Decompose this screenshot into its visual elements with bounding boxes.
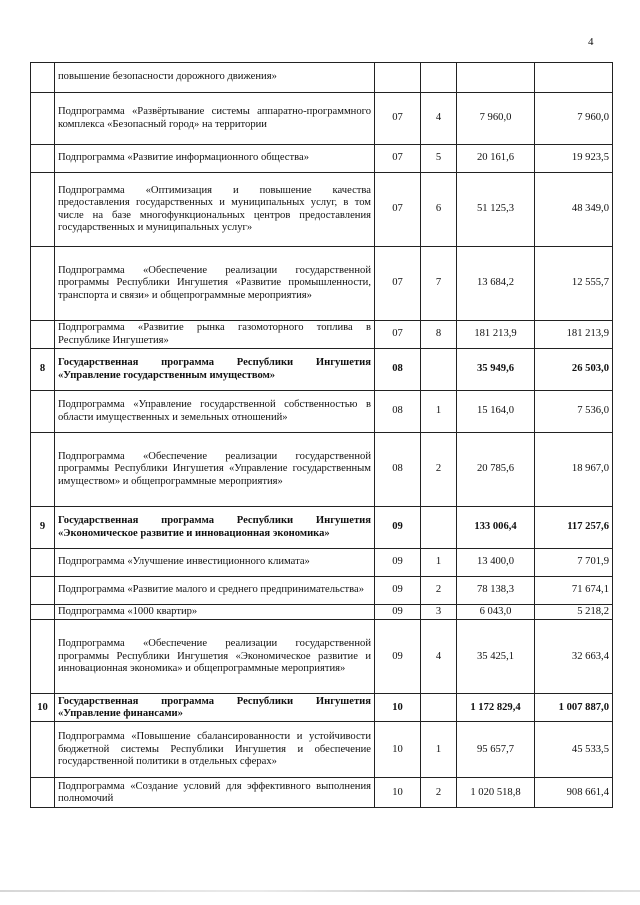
table-row <box>31 63 613 93</box>
program-code-cell: 08 <box>375 349 421 391</box>
amount-planned-cell: 133 006,4 <box>457 507 535 549</box>
program-name-cell: Подпрограмма «Создание условий для эффективного выполнения полномочий <box>55 778 375 808</box>
program-code-cell: 10 <box>375 694 421 722</box>
amount-actual-cell: 26 503,0 <box>535 349 613 391</box>
subprogram-code-cell <box>421 63 457 93</box>
program-code-cell <box>375 63 421 93</box>
amount-actual-cell: 18 967,0 <box>535 433 613 507</box>
program-code-cell: 09 <box>375 577 421 605</box>
amount-planned-cell <box>457 63 535 93</box>
amount-planned-cell: 6 043,0 <box>457 605 535 620</box>
program-name-cell: Государственная программа Республики Ингушетия «Управление финансами» <box>55 694 375 722</box>
program-name-cell: Подпрограмма «Развитие рынка газомоторного топлива в Республике Ингушетия» <box>55 321 375 349</box>
row-number-cell <box>31 93 55 145</box>
budget-table <box>30 62 613 808</box>
program-code-cell: 10 <box>375 722 421 778</box>
program-code-cell: 09 <box>375 605 421 620</box>
amount-planned-cell: 13 684,2 <box>457 247 535 321</box>
table-row <box>31 722 613 778</box>
amount-planned-cell: 78 138,3 <box>457 577 535 605</box>
program-name-cell: Государственная программа Республики Ингушетия «Экономическое развитие и инновационная экономика» <box>55 507 375 549</box>
subprogram-code-cell: 6 <box>421 173 457 247</box>
program-code-cell: 07 <box>375 93 421 145</box>
program-name-cell: Подпрограмма «Развитие малого и среднего предпринимательства» <box>55 577 375 605</box>
program-code-cell: 07 <box>375 247 421 321</box>
amount-actual-cell <box>535 63 613 93</box>
row-number-cell <box>31 433 55 507</box>
program-name-cell: Подпрограмма «Обеспечение реализации государственной программы Республики Ингушетия «Экономическое развитие и инновационная экономика» и общепрограммные мероприятия» <box>55 620 375 694</box>
program-name-cell: Подпрограмма «Обеспечение реализации государственной программы Республики Ингушетия «Развитие промышленности, транспорта и связи» и общепрограммные мероприятия» <box>55 247 375 321</box>
row-number-cell: 9 <box>31 507 55 549</box>
table-row <box>31 321 613 349</box>
amount-planned-cell: 95 657,7 <box>457 722 535 778</box>
program-name-cell: Государственная программа Республики Ингушетия «Управление государственным имуществом» <box>55 349 375 391</box>
table-row <box>31 778 613 808</box>
table-row <box>31 391 613 433</box>
subprogram-code-cell: 2 <box>421 433 457 507</box>
row-number-cell <box>31 722 55 778</box>
amount-actual-cell: 45 533,5 <box>535 722 613 778</box>
subprogram-code-cell: 1 <box>421 722 457 778</box>
row-number-cell <box>31 605 55 620</box>
amount-planned-cell: 35 425,1 <box>457 620 535 694</box>
amount-planned-cell: 35 949,6 <box>457 349 535 391</box>
program-name-cell: Подпрограмма «Развёртывание системы аппаратно-программного комплекса «Безопасный город» на территории <box>55 93 375 145</box>
amount-actual-cell: 7 701,9 <box>535 549 613 577</box>
subprogram-code-cell: 4 <box>421 620 457 694</box>
table-row <box>31 549 613 577</box>
program-code-cell: 07 <box>375 173 421 247</box>
program-code-cell: 09 <box>375 507 421 549</box>
row-number-cell <box>31 145 55 173</box>
subprogram-code-cell: 2 <box>421 778 457 808</box>
subprogram-code-cell: 1 <box>421 391 457 433</box>
amount-planned-cell: 13 400,0 <box>457 549 535 577</box>
row-number-cell <box>31 63 55 93</box>
table-row <box>31 433 613 507</box>
subprogram-code-cell: 5 <box>421 145 457 173</box>
amount-actual-cell: 908 661,4 <box>535 778 613 808</box>
program-name-cell: Подпрограмма «1000 квартир» <box>55 605 375 620</box>
table-row <box>31 507 613 549</box>
program-name-cell: Подпрограмма «Улучшение инвестиционного климата» <box>55 549 375 577</box>
row-number-cell <box>31 247 55 321</box>
program-name-cell: Подпрограмма «Обеспечение реализации государственной программы Республики Ингушетия «Управление государственным имуществом» и общепрограммные мероприятия» <box>55 433 375 507</box>
table-row <box>31 620 613 694</box>
program-code-cell: 07 <box>375 145 421 173</box>
amount-planned-cell: 7 960,0 <box>457 93 535 145</box>
table-row <box>31 577 613 605</box>
program-name-cell: Подпрограмма «Развитие информационного общества» <box>55 145 375 173</box>
amount-actual-cell: 19 923,5 <box>535 145 613 173</box>
amount-planned-cell: 1 020 518,8 <box>457 778 535 808</box>
table-row <box>31 145 613 173</box>
amount-actual-cell: 12 555,7 <box>535 247 613 321</box>
amount-planned-cell: 1 172 829,4 <box>457 694 535 722</box>
subprogram-code-cell <box>421 694 457 722</box>
amount-actual-cell: 5 218,2 <box>535 605 613 620</box>
program-name-cell: Подпрограмма «Управление государственной собственностью в области имущественных и земельных отношений» <box>55 391 375 433</box>
amount-actual-cell: 181 213,9 <box>535 321 613 349</box>
subprogram-code-cell: 1 <box>421 549 457 577</box>
subprogram-code-cell <box>421 507 457 549</box>
amount-planned-cell: 181 213,9 <box>457 321 535 349</box>
row-number-cell <box>31 173 55 247</box>
table-row <box>31 349 613 391</box>
amount-actual-cell: 117 257,6 <box>535 507 613 549</box>
subprogram-code-cell: 8 <box>421 321 457 349</box>
subprogram-code-cell <box>421 349 457 391</box>
amount-planned-cell: 15 164,0 <box>457 391 535 433</box>
row-number-cell <box>31 549 55 577</box>
amount-actual-cell: 7 960,0 <box>535 93 613 145</box>
amount-actual-cell: 1 007 887,0 <box>535 694 613 722</box>
table-row <box>31 173 613 247</box>
program-name-cell: Подпрограмма «Повышение сбалансированности и устойчивости бюджетной системы Республики Ингушетия и обеспечение государственной политики в отдельных сферах» <box>55 722 375 778</box>
row-number-cell <box>31 321 55 349</box>
subprogram-code-cell: 4 <box>421 93 457 145</box>
program-code-cell: 07 <box>375 321 421 349</box>
program-name-cell: Подпрограмма «Оптимизация и повышение качества предоставления государственных и муниципальных услуг, в том числе на базе многофункциональных центров предоставления государственных и муниципальных услуг» <box>55 173 375 247</box>
amount-actual-cell: 7 536,0 <box>535 391 613 433</box>
table-row <box>31 93 613 145</box>
row-number-cell: 10 <box>31 694 55 722</box>
program-code-cell: 08 <box>375 391 421 433</box>
table-row <box>31 694 613 722</box>
subprogram-code-cell: 7 <box>421 247 457 321</box>
program-code-cell: 08 <box>375 433 421 507</box>
row-number-cell <box>31 391 55 433</box>
amount-planned-cell: 20 785,6 <box>457 433 535 507</box>
subprogram-code-cell: 2 <box>421 577 457 605</box>
subprogram-code-cell: 3 <box>421 605 457 620</box>
program-code-cell: 10 <box>375 778 421 808</box>
budget-table-body <box>31 63 613 808</box>
page-number: 4 <box>588 36 594 48</box>
row-number-cell <box>31 577 55 605</box>
row-number-cell <box>31 620 55 694</box>
scan-artifact-line <box>0 890 640 892</box>
amount-actual-cell: 71 674,1 <box>535 577 613 605</box>
amount-planned-cell: 51 125,3 <box>457 173 535 247</box>
row-number-cell <box>31 778 55 808</box>
amount-planned-cell: 20 161,6 <box>457 145 535 173</box>
program-code-cell: 09 <box>375 620 421 694</box>
amount-actual-cell: 32 663,4 <box>535 620 613 694</box>
table-row <box>31 247 613 321</box>
table-row <box>31 605 613 620</box>
row-number-cell: 8 <box>31 349 55 391</box>
amount-actual-cell: 48 349,0 <box>535 173 613 247</box>
program-name-cell: повышение безопасности дорожного движения» <box>55 63 375 93</box>
program-code-cell: 09 <box>375 549 421 577</box>
